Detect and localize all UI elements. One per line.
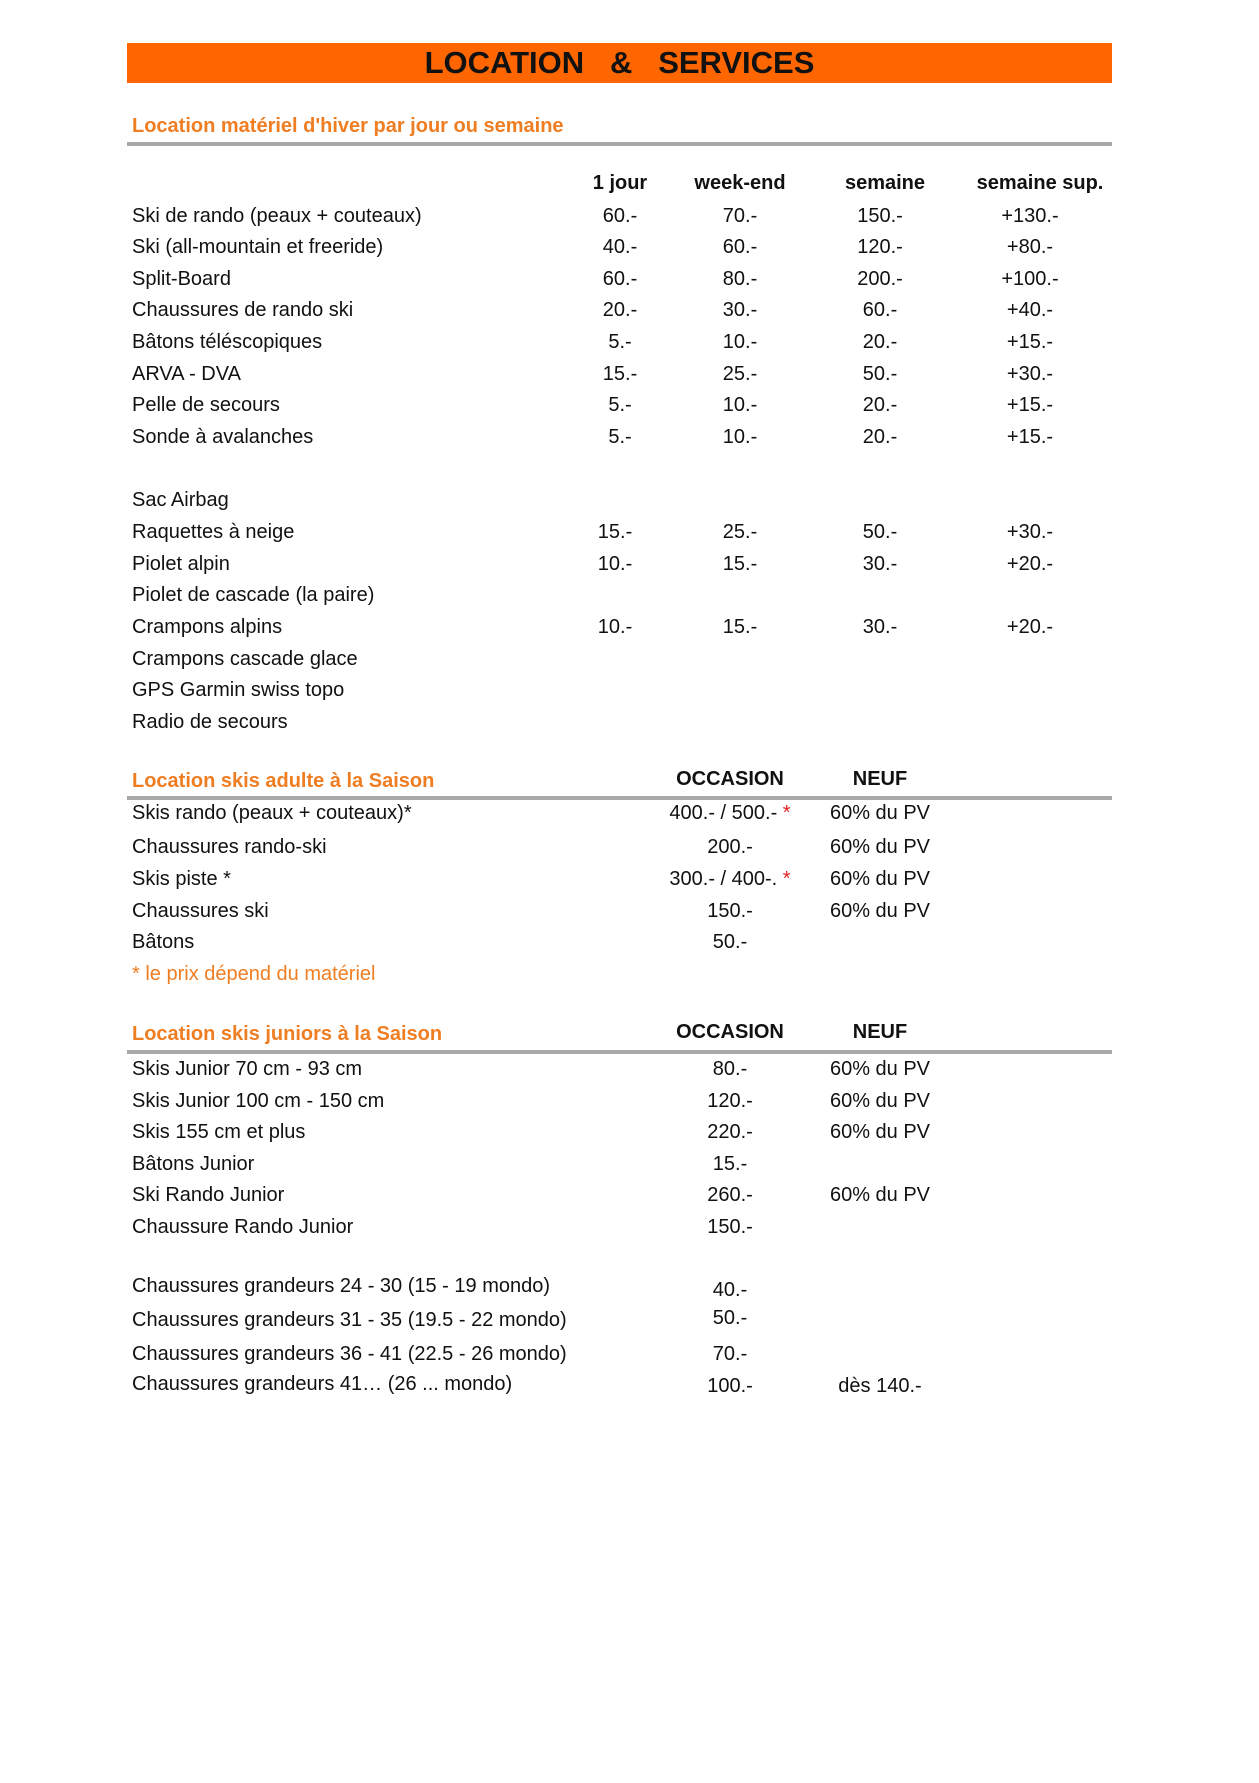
table-cell: 15.- xyxy=(602,363,638,385)
table-cell: +15.- xyxy=(1006,331,1054,353)
table-row-label: Ski Rando Junior xyxy=(132,1184,285,1206)
table-cell: 30.- xyxy=(722,299,758,321)
winter-rental-heading: Location matériel d'hiver par jour ou semaine xyxy=(132,115,564,137)
price-note-mark: * xyxy=(782,868,791,890)
table-row-label: Chaussures de rando ski xyxy=(132,299,354,321)
table-row-label: Pelle de secours xyxy=(132,394,280,416)
table-cell xyxy=(640,802,820,825)
table-cell: 15.- xyxy=(597,521,633,543)
winter-rule xyxy=(127,142,1112,146)
col-neuf: NEUF xyxy=(852,1021,908,1043)
table-cell: +15.- xyxy=(1006,394,1054,416)
table-cell: 60.- xyxy=(602,268,638,290)
table-cell: 50.- xyxy=(712,931,748,953)
table-cell: 5.- xyxy=(608,394,632,416)
price-occasion: 400.- / 500.- xyxy=(669,802,783,824)
table-row-label: Chaussures grandeurs 41… (26 ... mondo) xyxy=(132,1373,513,1395)
table-cell: +30.- xyxy=(1006,363,1054,385)
table-cell: +100.- xyxy=(1001,268,1059,290)
table-cell: 80.- xyxy=(712,1058,748,1080)
table-cell: 70.- xyxy=(722,205,758,227)
table-cell: 50.- xyxy=(862,521,898,543)
table-cell: 30.- xyxy=(862,553,898,575)
table-row-label: Chaussures grandeurs 31 - 35 (19.5 - 22 mondo) xyxy=(132,1309,567,1331)
table-cell: 30.- xyxy=(862,616,898,638)
table-cell: 60% du PV xyxy=(829,1058,931,1080)
table-cell: 25.- xyxy=(722,521,758,543)
table-cell: 150.- xyxy=(857,205,903,227)
table-cell: 260.- xyxy=(707,1184,753,1206)
table-cell: 10.- xyxy=(722,394,758,416)
table-cell: 200.- xyxy=(857,268,903,290)
col-1-jour: 1 jour xyxy=(592,172,648,194)
table-cell: 25.- xyxy=(722,363,758,385)
table-cell: 50.- xyxy=(712,1307,748,1329)
table-cell: 20.- xyxy=(602,299,638,321)
col-semaine-sup: semaine sup. xyxy=(976,172,1104,194)
col-neuf: NEUF xyxy=(852,768,908,790)
table-row-label: Skis rando (peaux + couteaux)* xyxy=(132,802,412,824)
page-title: LOCATION & SERVICES xyxy=(127,43,1112,83)
junior-rule xyxy=(127,1050,1112,1054)
table-row-label: Chaussures grandeurs 36 - 41 (22.5 - 26 mondo) xyxy=(132,1343,567,1365)
table-row-label: Bâtons téléscopiques xyxy=(132,331,323,353)
table-cell: 50.- xyxy=(862,363,898,385)
table-cell: +80.- xyxy=(1006,236,1054,258)
table-cell: 150.- xyxy=(707,1216,753,1238)
table-cell: 20.- xyxy=(862,426,898,448)
table-cell: +30.- xyxy=(1006,521,1054,543)
table-cell: 10.- xyxy=(722,426,758,448)
table-row-label: Chaussures rando-ski xyxy=(132,836,327,858)
table-cell: 60.- xyxy=(722,236,758,258)
table-cell: +20.- xyxy=(1006,553,1054,575)
table-cell: 5.- xyxy=(608,426,632,448)
table-row-label: Sac Airbag xyxy=(132,489,229,511)
table-row-label: Ski de rando (peaux + couteaux) xyxy=(132,205,422,227)
col-occasion: OCCASION xyxy=(676,1021,784,1043)
table-row-label: Split-Board xyxy=(132,268,231,290)
table-cell: 5.- xyxy=(608,331,632,353)
table-cell: 10.- xyxy=(597,553,633,575)
table-cell: +15.- xyxy=(1006,426,1054,448)
table-cell: +130.- xyxy=(1001,205,1059,227)
table-row-label: GPS Garmin swiss topo xyxy=(132,679,345,701)
table-cell: 120.- xyxy=(707,1090,753,1112)
table-cell: 40.- xyxy=(602,236,638,258)
table-cell: 60.- xyxy=(602,205,638,227)
table-row-label: Chaussures ski xyxy=(132,900,269,922)
table-row-label: ARVA - DVA xyxy=(132,363,241,385)
table-cell: 60% du PV xyxy=(829,802,931,824)
table-cell: 60% du PV xyxy=(829,1121,931,1143)
table-cell: 70.- xyxy=(712,1343,748,1365)
table-cell: 60% du PV xyxy=(829,836,931,858)
table-row-label: Bâtons xyxy=(132,931,195,953)
table-row-label: Crampons alpins xyxy=(132,616,283,638)
price-note-mark: * xyxy=(782,802,791,824)
col-week-end: week-end xyxy=(694,172,786,194)
table-cell: dès 140.- xyxy=(838,1375,922,1397)
table-cell: 200.- xyxy=(707,836,753,858)
table-cell: 150.- xyxy=(707,900,753,922)
table-cell: +20.- xyxy=(1006,616,1054,638)
table-cell xyxy=(640,868,820,891)
table-cell: 60.- xyxy=(862,299,898,321)
table-cell: 60% du PV xyxy=(829,868,931,890)
table-cell: 60% du PV xyxy=(829,1184,931,1206)
table-cell: 40.- xyxy=(712,1279,748,1301)
table-cell: 60% du PV xyxy=(829,900,931,922)
col-semaine: semaine xyxy=(844,172,926,194)
adult-season-heading: Location skis adulte à la Saison xyxy=(132,770,435,792)
price-occasion: 300.- / 400-. xyxy=(669,868,783,890)
table-cell: 80.- xyxy=(722,268,758,290)
table-row-label: Skis 155 cm et plus xyxy=(132,1121,306,1143)
junior-season-heading: Location skis juniors à la Saison xyxy=(132,1023,443,1045)
table-row-label: Radio de secours xyxy=(132,711,288,733)
table-cell: 15.- xyxy=(722,616,758,638)
table-row-label: Skis Junior 70 cm - 93 cm xyxy=(132,1058,363,1080)
table-row-label: Skis Junior 100 cm - 150 cm xyxy=(132,1090,385,1112)
table-cell: 20.- xyxy=(862,394,898,416)
table-cell: 60% du PV xyxy=(829,1090,931,1112)
table-row-label: Crampons cascade glace xyxy=(132,648,358,670)
table-row-label: Ski (all-mountain et freeride) xyxy=(132,236,384,258)
table-cell: +40.- xyxy=(1006,299,1054,321)
price-footnote: * le prix dépend du matériel xyxy=(132,963,376,985)
table-row-label: Raquettes à neige xyxy=(132,521,295,543)
table-cell: 10.- xyxy=(597,616,633,638)
table-row-label: Skis piste * xyxy=(132,868,231,890)
table-row-label: Chaussure Rando Junior xyxy=(132,1216,354,1238)
table-row-label: Chaussures grandeurs 24 - 30 (15 - 19 mondo) xyxy=(132,1275,551,1297)
col-occasion: OCCASION xyxy=(676,768,784,790)
table-row-label: Sonde à avalanches xyxy=(132,426,314,448)
table-cell: 220.- xyxy=(707,1121,753,1143)
table-row-label: Bâtons Junior xyxy=(132,1153,255,1175)
adult-rule xyxy=(127,796,1112,800)
table-cell: 15.- xyxy=(722,553,758,575)
table-cell: 10.- xyxy=(722,331,758,353)
table-cell: 120.- xyxy=(857,236,903,258)
table-row-label: Piolet alpin xyxy=(132,553,230,575)
table-cell: 100.- xyxy=(707,1375,753,1397)
table-cell: 20.- xyxy=(862,331,898,353)
table-cell: 15.- xyxy=(712,1153,748,1175)
table-row-label: Piolet de cascade (la paire) xyxy=(132,584,375,606)
